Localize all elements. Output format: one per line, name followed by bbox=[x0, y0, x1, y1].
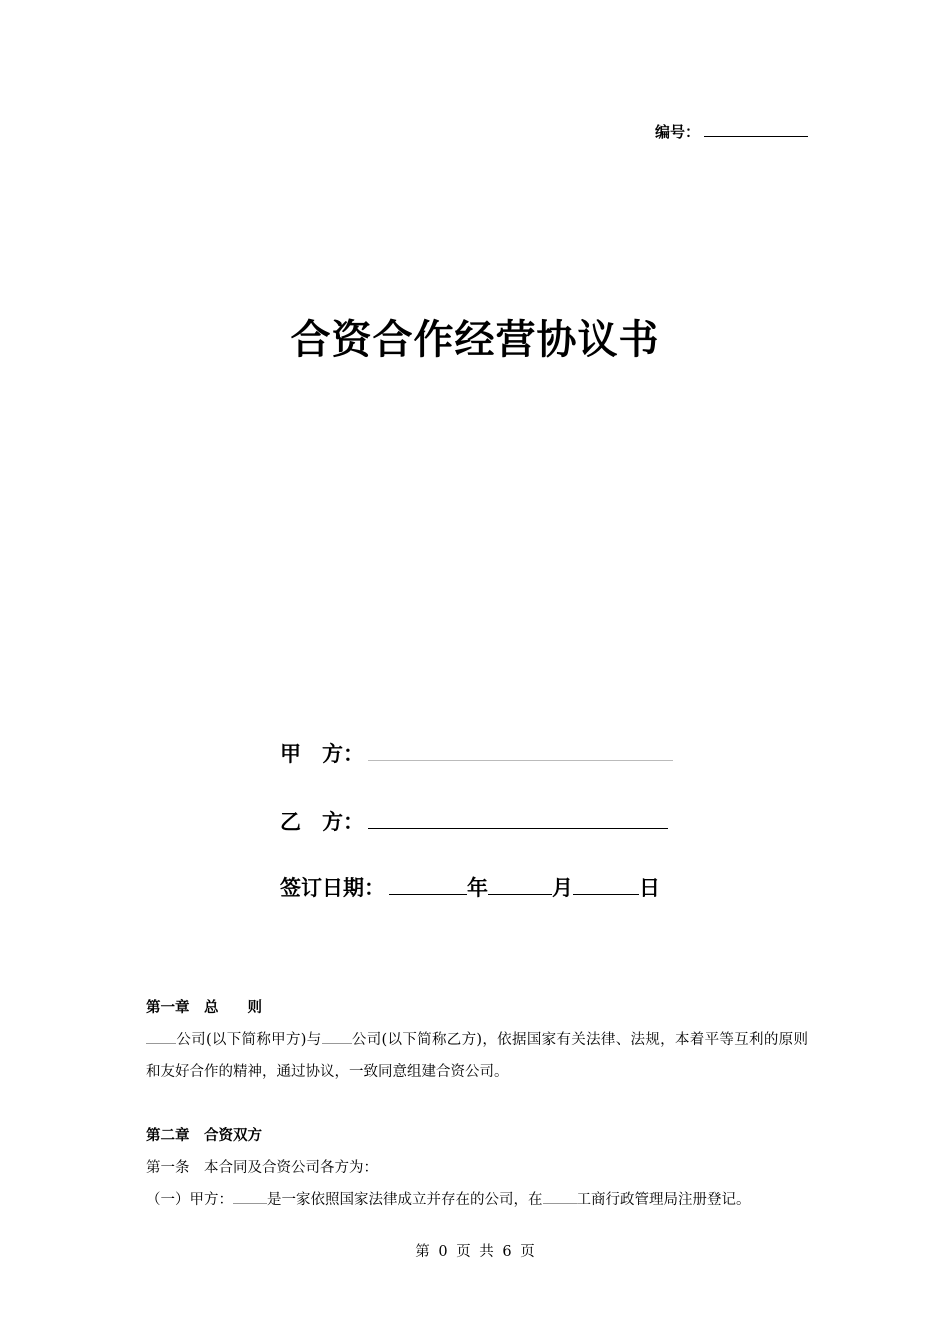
day-label: 日 bbox=[639, 876, 660, 900]
day-blank[interactable] bbox=[573, 872, 639, 895]
document-number-blank[interactable] bbox=[704, 120, 808, 137]
company-a-blank[interactable] bbox=[146, 1029, 176, 1044]
party-a-name-blank[interactable] bbox=[233, 1189, 267, 1204]
document-title: 合资合作经营协议书 bbox=[290, 317, 660, 363]
chapter-2-heading: 第二章 合资双方 bbox=[146, 1128, 262, 1144]
registry-blank[interactable] bbox=[543, 1189, 577, 1204]
article-1: 第一条 本合同及合资公司各方为： bbox=[146, 1160, 378, 1176]
party-a-label: 甲 方： bbox=[280, 742, 364, 766]
party-b-blank[interactable] bbox=[368, 806, 668, 829]
document-number-label: 编号： bbox=[655, 123, 701, 141]
company-b-blank[interactable] bbox=[322, 1029, 352, 1044]
chapter-1-paragraph bbox=[146, 1024, 808, 1088]
year-blank[interactable] bbox=[389, 872, 467, 895]
item-1 bbox=[146, 1184, 751, 1216]
sign-date-line bbox=[280, 872, 660, 902]
party-b-label: 乙 方： bbox=[280, 810, 364, 834]
paragraph-part-1: 公司(以下简称甲方)与 bbox=[176, 1032, 322, 1048]
document-number bbox=[655, 120, 808, 142]
page-footer: 第 0 页 共 6 页 bbox=[415, 1244, 535, 1260]
party-a-line bbox=[280, 738, 673, 768]
sign-date-label: 签订日期： bbox=[280, 876, 385, 900]
item-1-text-end: 工商行政管理局注册登记。 bbox=[576, 1192, 751, 1208]
chapter-1-heading: 第一章 总 则 bbox=[146, 1000, 262, 1016]
paragraph-part-2: 公司(以下简称乙方)，依据国家有关法律、法规，本着平等互利的原则和友好合作的精神，通过协议，一致同意组建合资公司。 bbox=[146, 1032, 808, 1080]
month-label: 月 bbox=[552, 876, 573, 900]
party-a-blank[interactable] bbox=[368, 738, 673, 761]
year-label: 年 bbox=[467, 876, 488, 900]
month-blank[interactable] bbox=[488, 872, 552, 895]
item-1-label: （一）甲方： bbox=[146, 1192, 233, 1208]
party-b-line bbox=[280, 806, 668, 836]
item-1-text: 是一家依照国家法律成立并存在的公司，在 bbox=[267, 1192, 543, 1208]
